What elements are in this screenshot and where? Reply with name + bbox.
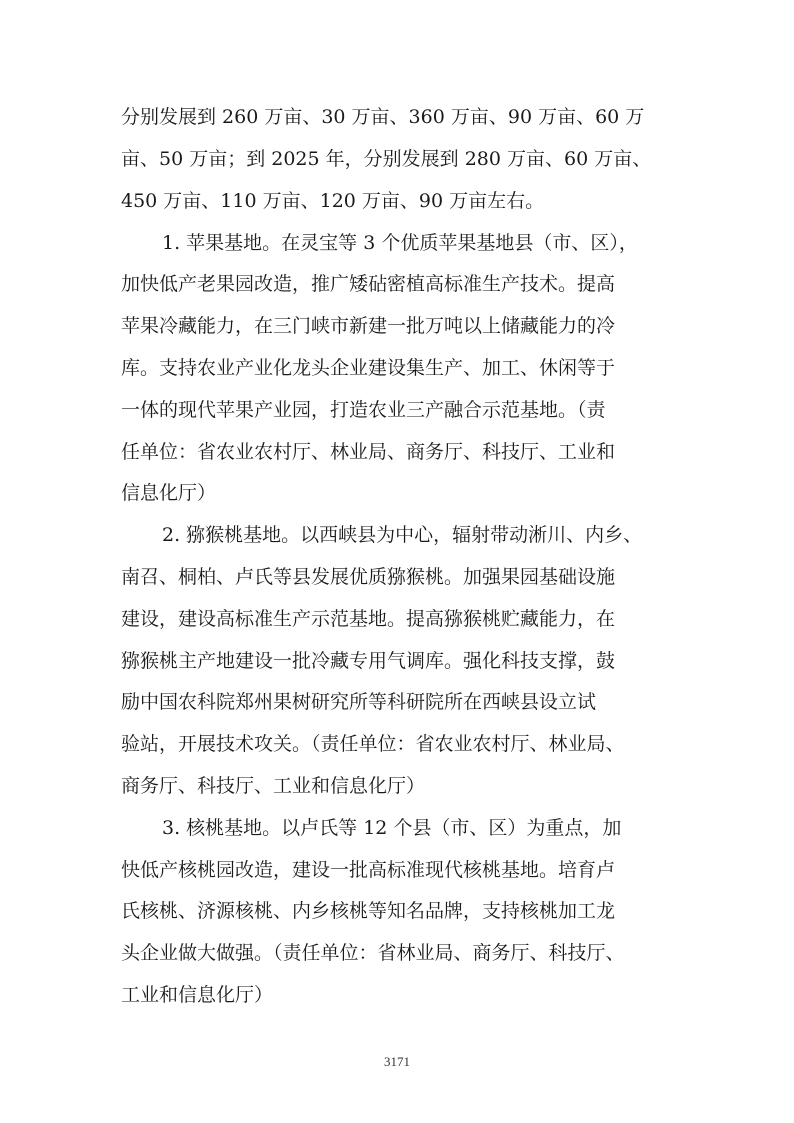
text-line: 2. 猕猴桃基地。以西峡县为中心，辐射带动淅川、内乡、	[162, 524, 643, 546]
page-number: 3171	[384, 1054, 410, 1069]
text-line: 头企业做大做强。（责任单位：省林业局、商务厅、科技厅、	[121, 942, 625, 964]
text-line: 一体的现代苹果产业园，打造农业三产融合示范基地。（责	[121, 399, 606, 421]
text-line: 氏核桃、济源核桃、内乡核桃等知名品牌，支持核桃加工龙	[121, 900, 616, 922]
text-line: 库。支持农业产业化龙头企业建设集生产、加工、休闲等于	[121, 357, 616, 379]
text-line: 3. 核桃基地。以卢氏等 12 个县（市、区）为重点，加	[162, 817, 622, 839]
text-line: 猕猴桃主产地建设一批冷藏专用气调库。强化科技支撑，鼓	[121, 650, 616, 672]
text-line: 1. 苹果基地。在灵宝等 3 个优质苹果基地县（市、区），	[162, 232, 638, 254]
text-line: 验站，开展技术攻关。（责任单位：省农业农村厅、林业局、	[121, 733, 625, 755]
text-line: 亩、50 万亩；到 2025 年，分别发展到 280 万亩、60 万亩、	[121, 148, 652, 170]
text-line: 任单位：省农业农村厅、林业局、商务厅、科技厅、工业和	[121, 441, 616, 463]
text-line: 励中国农科院郑州果树研究所等科研院所在西峡县设立试	[121, 691, 597, 713]
text-line: 商务厅、科技厅、工业和信息化厅）	[121, 775, 426, 797]
text-line: 加快低产老果园改造，推广矮砧密植高标准生产技术。提高	[121, 273, 616, 295]
text-line: 建设，建设高标准生产示范基地。提高猕猴桃贮藏能力，在	[121, 608, 616, 630]
text-line: 450 万亩、110 万亩、120 万亩、90 万亩左右。	[121, 190, 545, 212]
text-line: 苹果冷藏能力，在三门峡市新建一批万吨以上储藏能力的冷	[121, 315, 616, 337]
text-line: 快低产核桃园改造，建设一批高标准现代核桃基地。培育卢	[121, 859, 616, 881]
text-line: 南召、桐柏、卢氏等县发展优质猕猴桃。加强果园基础设施	[121, 566, 616, 588]
text-line: 分别发展到 260 万亩、30 万亩、360 万亩、90 万亩、60 万	[121, 106, 645, 128]
text-line: 信息化厅）	[121, 482, 217, 504]
text-line: 工业和信息化厅）	[121, 984, 274, 1006]
